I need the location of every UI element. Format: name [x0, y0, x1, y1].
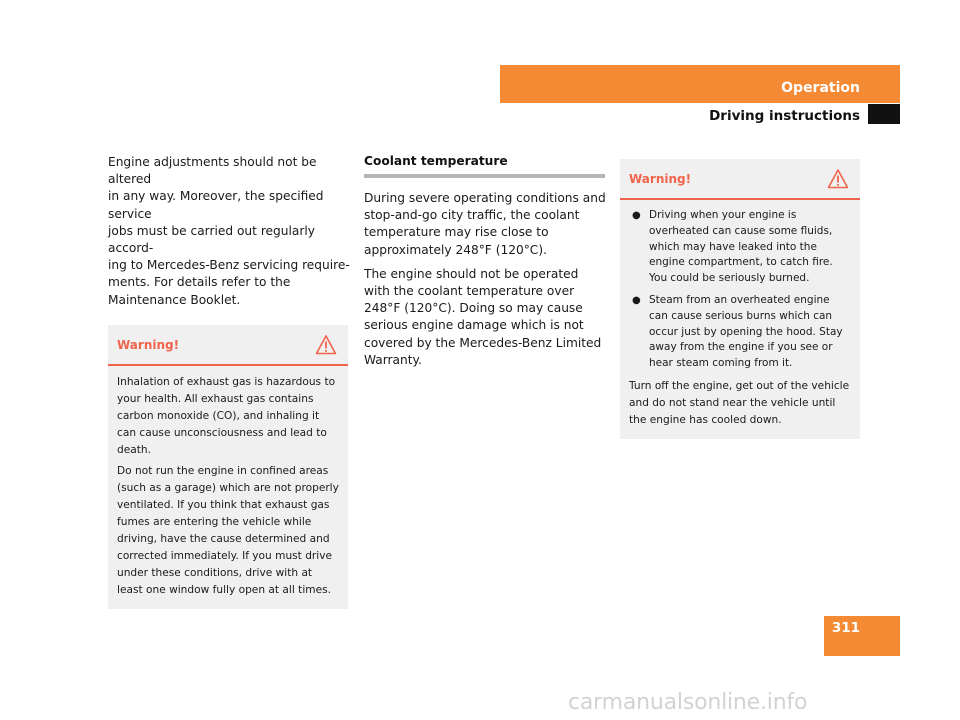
intro-line: ments. For details refer to the	[108, 275, 291, 290]
warning-paragraph: Do not run the engine in confined areas (such as a garage) which are not properly ventilated. If you think that exhaust gas fumes are entering the vehicle while driving, have the cause determined and corrected immediately. If you must drive under these conditions, drive with at least one window fully open at all times.	[117, 464, 339, 596]
warning-header	[620, 159, 860, 200]
intro-line: in any way. Moreover, the specified service	[108, 189, 324, 221]
coolant-paragraph: The engine should not be operated with the coolant temperature over 248°F (120°C). Doing so may cause serious engine damage which is not covered by the Mercedes-Benz Limited Warranty.	[364, 266, 602, 367]
section-title: Operation	[781, 80, 860, 96]
list-item-text: Steam from an overheated engine can cause serious burns which can occur just by opening the hood. Stay away from the engine if you see or hear steam coming from it.	[649, 293, 843, 370]
warning-closing: Turn off the engine, get out of the vehicle and do not stand near the vehicle until the engine has cooled down.	[629, 379, 850, 426]
left-column	[108, 154, 350, 609]
warning-body	[108, 366, 348, 609]
warning-header	[108, 325, 348, 366]
intro-line: Engine adjustments should not be altered	[108, 155, 317, 187]
middle-column	[364, 154, 606, 369]
subsection-title: Driving instructions	[709, 108, 860, 124]
page-number: 311	[831, 620, 860, 636]
list-item	[629, 293, 851, 372]
bullet-icon: ●	[632, 294, 641, 306]
page-number-box	[824, 616, 900, 656]
intro-line: ing to Mercedes-Benz servicing require-	[108, 258, 350, 273]
bullet-icon: ●	[632, 210, 641, 221]
right-column	[620, 159, 860, 439]
warning-label: Warning!	[117, 337, 180, 352]
exhaust-warning-box	[108, 325, 348, 609]
warning-list	[629, 208, 851, 372]
list-item	[629, 208, 851, 287]
watermark: carmanualsonline.info	[568, 690, 808, 715]
intro-paragraph	[108, 154, 350, 309]
warning-paragraph: Inhalation of exhaust gas is hazardous to your health. All exhaust gas contains carbon monoxide (CO), and inhaling it can cause unconsciousness and lead to death.	[117, 375, 336, 456]
warning-label: Warning!	[629, 172, 692, 186]
header-bar	[500, 65, 900, 103]
list-item-text: Driving when your engine is overheated can cause some fluids, which may have leaked into the engine compartment, to catch fire. You could be seriously burned.	[649, 209, 833, 285]
coolant-heading: Coolant temperature	[364, 154, 605, 178]
intro-line: jobs must be carried out regularly accord-	[108, 223, 315, 256]
overheat-warning-box	[620, 159, 860, 439]
warning-body	[620, 200, 860, 439]
coolant-paragraph: During severe operating conditions and stop-and-go city traffic, the coolant temperature may rise close to approximately 248°F (120°C).	[364, 191, 606, 257]
warning-triangle-icon	[827, 168, 849, 190]
subsection-marker	[868, 104, 900, 124]
intro-line: Maintenance Booklet.	[108, 292, 241, 307]
warning-triangle-icon	[315, 334, 337, 356]
